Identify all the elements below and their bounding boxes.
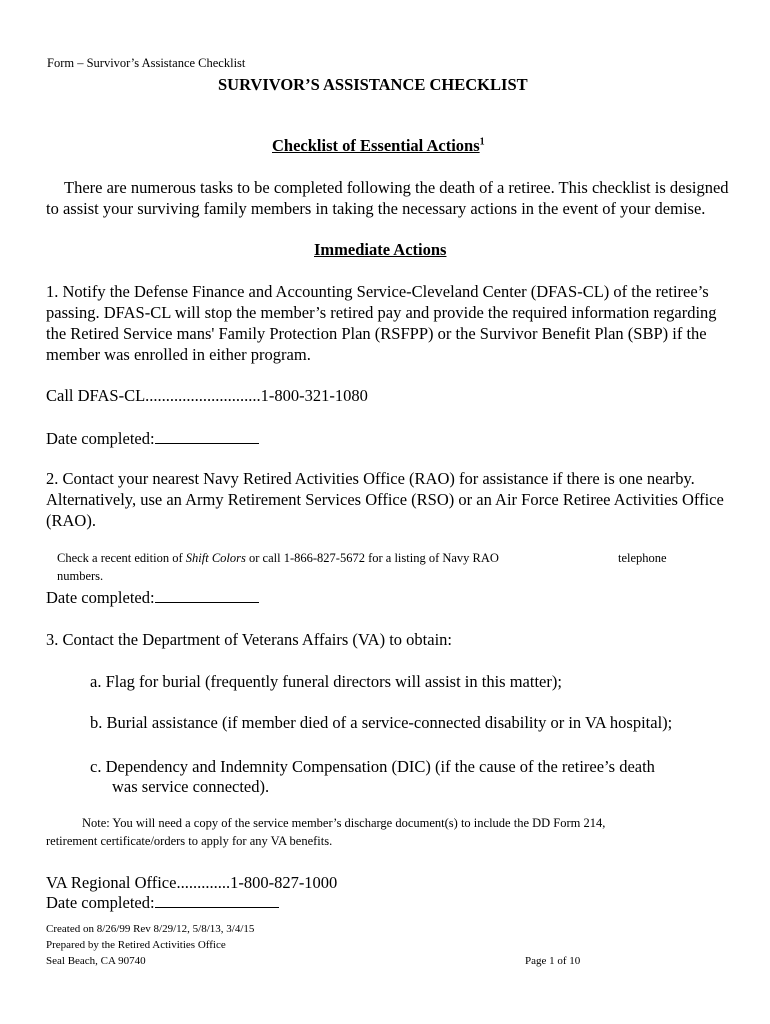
date-label-2: Date completed: (46, 588, 155, 607)
subtitle (272, 135, 485, 156)
form-label: Form – Survivor’s Assistance Checklist (47, 56, 246, 70)
item-3-sub-c-line-2: was service connected). (112, 777, 270, 796)
page-title: SURVIVOR’S ASSISTANCE CHECKLIST (218, 75, 528, 94)
date-blank-1[interactable] (155, 442, 259, 444)
immediate-actions-heading: Immediate Actions (314, 240, 447, 259)
note-line-2: numbers. (57, 569, 104, 583)
va-regional-office-line: VA Regional Office.............1-800-827-1000 (46, 873, 338, 892)
date-blank-2[interactable] (155, 601, 259, 603)
va-note-line-1: Note: You will need a copy of the service member’s discharge document(s) to include the DD Form 214, (82, 816, 606, 830)
dfas-call-line: Call DFAS-CL............................1-800-321-1080 (46, 386, 368, 405)
item-3-sub-a: a. Flag for burial (frequently funeral directors will assist in this matter); (90, 672, 562, 691)
item-2-note (57, 550, 499, 567)
date-completed-3 (46, 892, 279, 913)
va-note-line-2: retirement certificate/orders to apply for any VA benefits. (46, 834, 333, 848)
date-completed-2 (46, 587, 259, 608)
item-3-sub-b: b. Burial assistance (if member died of a service-connected disability or in VA hospital); (90, 713, 673, 732)
shift-colors-title: Shift Colors (185, 551, 246, 565)
note-tail: telephone (618, 551, 667, 565)
date-label-1: Date completed: (46, 429, 155, 448)
item-2-text: 2. Contact your nearest Navy Retired Activities Office (RAO) for assistance if there is one nearby. Alternatively, use an Army Retirement Services Office (RSO) or an Air Force Retiree Activities Office (RAO). (46, 469, 724, 530)
item-3-sub-c-line-1: c. Dependency and Indemnity Compensation (DIC) (if the cause of the retiree’s death (90, 757, 655, 776)
note-suffix: or call 1-866-827-5672 for a listing of Navy RAO (245, 551, 499, 565)
item-1-text: 1. Notify the Defense Finance and Accounting Service-Cleveland Center (DFAS-CL) of the retiree’s passing. DFAS-CL will stop the member’s retired pay and provide the required information regarding the Retired Service mans' Family Protection Plan (RSFPP) or the Survivor Benefit Plan (SBP) if the member was enrolled in either program. (46, 282, 717, 364)
footnote-marker: 1 (479, 136, 485, 148)
page-number: Page 1 of 10 (525, 955, 581, 967)
date-completed-1 (46, 428, 259, 449)
footer-prepared: Prepared by the Retired Activities Office (46, 939, 226, 951)
note-prefix: Check a recent edition of (57, 551, 186, 565)
footer-created: Created on 8/26/99 Rev 8/29/12, 5/8/13, 3/4/15 (46, 923, 255, 935)
footer-address: Seal Beach, CA 90740 (46, 955, 146, 967)
date-blank-3[interactable] (155, 906, 279, 908)
item-3-text: 3. Contact the Department of Veterans Affairs (VA) to obtain: (46, 630, 452, 649)
intro-paragraph: There are numerous tasks to be completed following the death of a retiree. This checklist is designed to assist your surviving family members in taking the necessary actions in the event of your demise. (46, 178, 729, 218)
subtitle-text: Checklist of Essential Actions (272, 136, 480, 155)
date-label-3: Date completed: (46, 893, 155, 912)
